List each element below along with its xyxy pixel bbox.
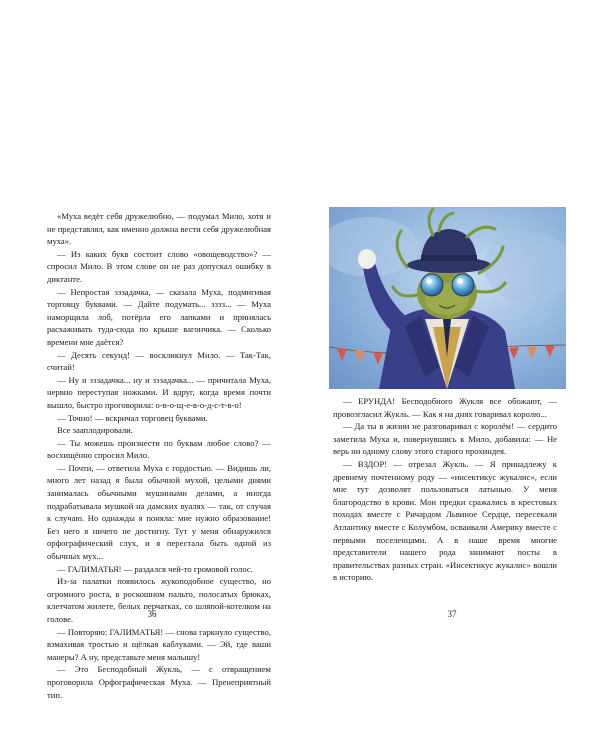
paragraph: — ВЗДОР! — отрезал Жукль. — Я принадлежу к древнему почтенному роду — «инсектикус жукалис», если мне тут дозволят пользоваться латынью. У меня благородство в крови. Мои предки сражались в крестовых походах вместе с Ричардом Львиное Сердце, пересекали Атлантику вместе с Колумбом, осваивали Америку вместе с первыми поселенцами. А в наше время многие представители нашего рода занимают посты в правительствах разных стран. «Инсектикус жукалис» вошли в историю.: [333, 458, 557, 583]
page-number: 36: [147, 609, 157, 619]
right-page: [300, 0, 600, 750]
left-page-text: [47, 210, 271, 701]
right-page-text: [333, 395, 557, 584]
paragraph: — Это Бесподобный Жукль, — с отвращением проговорила Орфографическая Муха. — Пренеприятный тип.: [47, 664, 271, 700]
paragraph: «Муха ведёт себя дружелюбно, — подумал Мило, хотя и не представлял, как именно должна вести себя дружелюбная муха».: [47, 211, 271, 247]
paragraph: — Точно! — вскричал торговец буквами.: [57, 412, 208, 423]
paragraph: — ЕРУНДА! Бесподобного Жукля все обожают, — провозгласил Жукль. — Как я на днях говаривал королю...: [333, 396, 557, 419]
paragraph: Из-за палатки появилось жукоподобное существо, но огромного роста, в роскошном пальто, полосатых брюках, клетчатом жилете, белых перчатках, со шляпой-котелком на голове.: [47, 576, 271, 624]
page-number: 37: [447, 609, 457, 619]
paragraph: Все зааплодировали.: [57, 425, 133, 436]
paragraph: — Ну и зззадачка... ну и зззадачка... — причитала Муха, нервно переступая ножками. И вдруг, когда время почти вышло, быстро проговорила: о-в-о-щ-е-в-о-д-с-т-в-о!: [47, 374, 271, 410]
paragraph: — ГАЛИМАТЬЯ! — раздался чей-то громовой голос.: [57, 563, 253, 574]
paragraph: — Повторяю: ГАЛИМАТЬЯ! — снова гаркнуло существо, взмахивая тростью и щёлкая каблуками. — Эй, где ваши манеры? А ну, представьте меня малышу!: [47, 626, 271, 662]
paragraph: — Почти, — ответила Муха с гордостью. — Видишь ли, много лет назад я была обычной мухой, целыми днями занималась обычными мушиными делами, а иногда подрабатывала мушкой на дамских вуалях — так, от случая к случаю. Но однажды я поняла: мне нужно образование! Без него я ничего не достигну. Тут у меня обнаружился орфографический слух, и я перестала быть одной из обычных мух...: [47, 462, 271, 562]
beetle-illustration: [329, 207, 566, 389]
paragraph: — Десять секунд! — воскликнул Мило. — Так-Так, считай!: [47, 349, 271, 373]
paragraph: — Непростая зззадачка, — сказала Муха, подмигивая торговцу буквами. — Дайте подумать... зззз... — Муха наморщила лоб, потёрла его лапками и принялась расхаживать туда-сюда по крыше вагончика. — Сколько времени мне даётся?: [47, 286, 271, 347]
paragraph: — Да ты в жизни не разговаривал с королём! — сердито заметила Муха и, повернувшись к Мило, добавила: — Не верь ни одному слову этого старого прохиндея.: [333, 421, 557, 457]
paragraph: — Ты можешь произнести по буквам любое слово? — восхищённо спросил Мило.: [47, 437, 271, 461]
paragraph: — Из каких букв состоит слово «овощеводство»? — спросил Мило. В этом слове он не раз допускал ошибку в диктанте.: [47, 248, 271, 284]
